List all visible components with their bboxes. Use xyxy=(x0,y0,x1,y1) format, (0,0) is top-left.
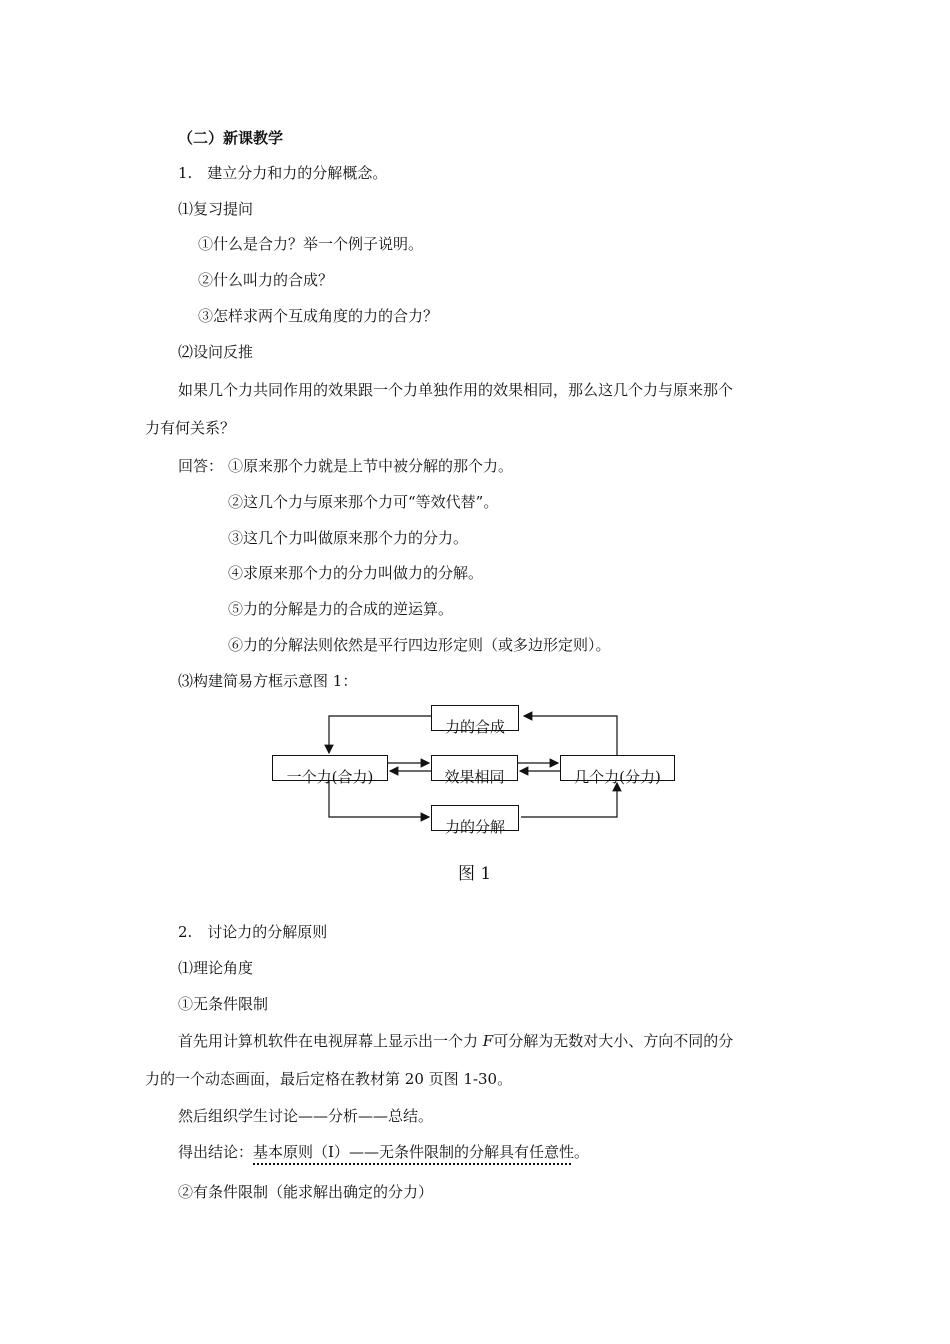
item-1-heading: 1. 建立分力和力的分解概念。 xyxy=(178,164,388,182)
force-symbol: F xyxy=(482,1032,494,1050)
answer-6: ⑥力的分解法则依然是平行四边形定则（或多边形定则）。 xyxy=(228,636,611,654)
question-2: ②什么叫力的合成？ xyxy=(198,271,334,289)
answer-2: ②这几个力与原来那个力可“等效代替”。 xyxy=(228,493,499,511)
paragraph-2-line-2: 力的一个动态画面，最后定格在教材第 20 页图 1-30。 xyxy=(145,1070,513,1088)
conclusion-emphasis: 基本原则（Ⅰ）——无条件限制的分解具有任意性 xyxy=(253,1143,574,1161)
box-several-forces: 几个力(分力) xyxy=(560,755,675,781)
subheading-review: ⑴复习提问 xyxy=(178,200,254,218)
question-3: ③怎样求两个互成角度的力的合力？ xyxy=(198,307,439,325)
condition-2: ②有条件限制（能求解出确定的分力） xyxy=(178,1183,434,1201)
subheading-reverse: ⑵设问反推 xyxy=(178,343,254,361)
question-1: ①什么是合力？举一个例子说明。 xyxy=(198,235,424,253)
answer-3: ③这几个力叫做原来那个力的分力。 xyxy=(228,529,469,547)
paragraph-1-line-2: 力有何关系？ xyxy=(145,419,236,437)
paragraph-3: 然后组织学生讨论——分析——总结。 xyxy=(178,1107,434,1125)
answer-1: ①原来那个力就是上节中被分解的那个力。 xyxy=(228,457,514,475)
answer-4: ④求原来那个力的分力叫做力的分解。 xyxy=(228,564,484,582)
section-title: （二）新课教学 xyxy=(178,129,284,147)
paragraph-2-part-b: 可分解为无数对大小、方向不同的分 xyxy=(493,1032,734,1050)
paragraph-2-line-1 xyxy=(178,1031,733,1051)
box-same-effect: 效果相同 xyxy=(431,755,518,781)
box-force-composition: 力的合成 xyxy=(431,705,519,731)
paragraph-2-part-a: 首先用计算机软件在电视屏幕上显示出一个力 xyxy=(178,1032,483,1050)
box-single-force: 一个力(合力) xyxy=(272,755,388,781)
item-2-heading: 2. 讨论力的分解原则 xyxy=(178,923,328,941)
conclusion xyxy=(178,1142,589,1162)
answer-label: 回答： xyxy=(178,457,224,475)
box-force-decomposition: 力的分解 xyxy=(431,805,519,831)
answer-5: ⑤力的分解是力的合成的逆运算。 xyxy=(228,600,454,618)
subheading-theory: ⑴理论角度 xyxy=(178,959,254,977)
conclusion-label: 得出结论： xyxy=(178,1143,254,1161)
condition-1: ①无条件限制 xyxy=(178,995,269,1013)
paragraph-1-line-1: 如果几个力共同作用的效果跟一个力单独作用的效果相同，那么这几个力与原来那个 xyxy=(178,381,734,399)
conclusion-end: 。 xyxy=(573,1143,589,1161)
figure-caption: 图 1 xyxy=(458,864,492,884)
subheading-diagram: ⑶构建简易方框示意图 1： xyxy=(178,672,358,690)
